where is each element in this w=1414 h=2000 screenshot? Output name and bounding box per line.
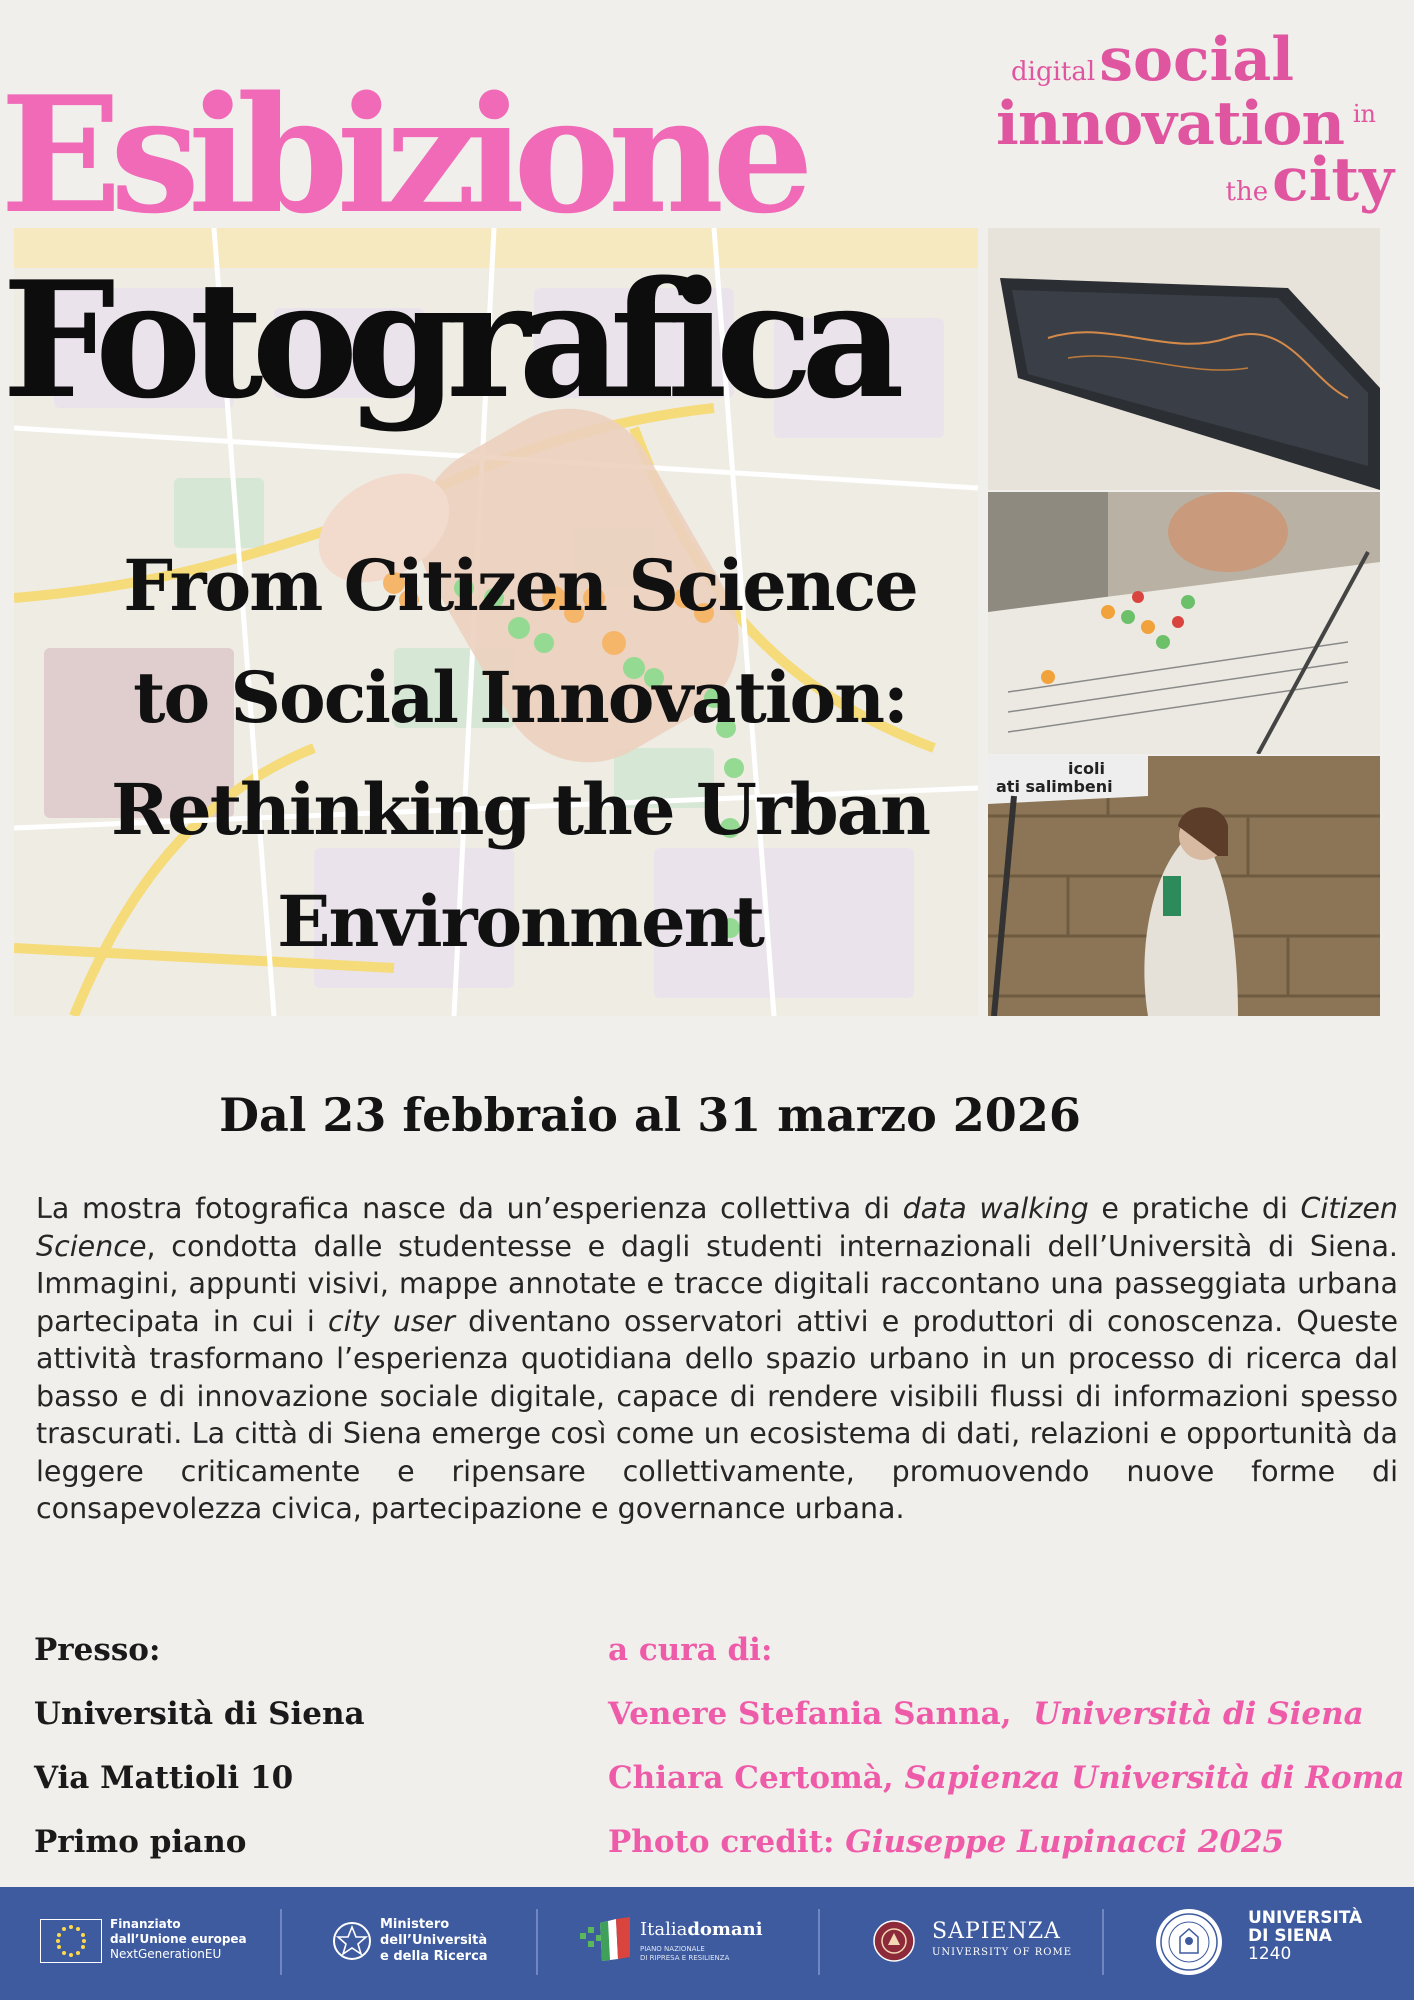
description-emphasis: city user: [328, 1304, 455, 1338]
footer-divider: [536, 1909, 538, 1975]
curators-info: [608, 1618, 1405, 1874]
curators-label: a cura di:: [608, 1632, 773, 1668]
logo-digital: digital: [1011, 57, 1096, 87]
funding-footer: [0, 1887, 1414, 2000]
street-sign-line-2: ati salimbeni: [996, 777, 1113, 796]
mur-logo: [330, 1907, 530, 1977]
footer-divider: [1102, 1909, 1104, 1975]
italia-text: Italia: [640, 1919, 688, 1940]
eu-flag-icon: [40, 1919, 102, 1963]
venue-line: Università di Siena: [34, 1696, 365, 1732]
sapienza-subtext: UNIVERSITY OF ROME: [932, 1947, 1073, 1958]
description-text: diventano osservatori attivi e produttori di conoscenza. Queste attività trasformano l’esperienza quotidiana dello spazio urbano in un processo di ricerca dal basso e di innovazione sociale digitale, capace di rendere visibili flussi di informazioni spesso trascurati. La città di Siena emerge così come un ecosistema di dati, relazioni e opportunità da leggere criticamente e ripensare collettivamente, promuovendo nuove forme di consapevolezza civica, partecipazione e governance urbana.: [36, 1304, 1398, 1525]
photo-credit-name: Giuseppe Lupinacci 2025: [845, 1824, 1285, 1860]
subtitle-line: From Citizen Science: [123, 544, 917, 627]
title-line-2: Fotografica: [2, 246, 893, 434]
mur-text: dell’Università: [380, 1933, 488, 1948]
logo-line-3: [1225, 145, 1395, 224]
eu-text: NextGenerationEU: [110, 1947, 222, 1961]
smartphone-map-photo: [988, 228, 1380, 490]
unisi-text: UNIVERSITÀ: [1248, 1908, 1363, 1928]
description-text: La mostra fotografica nasce da un’esperienza collettiva di: [36, 1192, 903, 1225]
venue-line: Primo piano: [34, 1824, 247, 1860]
curator-org: Università di Siena: [1033, 1696, 1364, 1732]
exhibition-dates: Dal 23 febbraio al 31 marzo 2026: [219, 1088, 1081, 1142]
curator-name: Venere Stefania Sanna,: [608, 1696, 1012, 1732]
venue-line: Via Mattioli 10: [34, 1760, 294, 1796]
domani-text: domani: [687, 1919, 763, 1940]
italia-subtext: PIANO NAZIONALE: [640, 1945, 705, 1953]
subtitle-line: Rethinking the Urban: [111, 768, 929, 851]
curator-org: Sapienza Università di Roma: [904, 1760, 1405, 1796]
curator-name: Chiara Certomà,: [608, 1760, 894, 1796]
subtitle-line: to Social Innovation:: [133, 656, 907, 739]
photo-credit: [608, 1810, 1405, 1874]
street-sign: [988, 760, 1113, 796]
logo-the: the: [1225, 177, 1269, 207]
logo-social: social: [1099, 25, 1294, 95]
notebook-stickers-photo: [988, 492, 1380, 754]
logo-innovation: innovation: [996, 89, 1344, 159]
description-emphasis: Citizen Science: [36, 1192, 1398, 1263]
sapienza-logo: [872, 1907, 1072, 1977]
photo-credit-label: Photo credit:: [608, 1824, 835, 1860]
digital-social-innovation-logo: [974, 25, 1394, 215]
description-text: , condotta dalle studentesse e dagli studenti internazionali dell’Università di Siena. Immagini, appunti visivi, mappe annotate e tracce digitali raccontano una passeggiata urbana partecipata in cui i: [36, 1229, 1398, 1338]
eu-logo: [40, 1907, 280, 1977]
subtitle-line: Environment: [277, 880, 763, 963]
smartphone-illustration: [988, 228, 1380, 490]
unisi-seal-icon: [1154, 1907, 1224, 1977]
curator-line: [608, 1746, 1405, 1810]
italia-subtext: DI RIPRESA E RESILIENZA: [640, 1954, 730, 1962]
logo-in: in: [1352, 100, 1376, 128]
eu-text: Finanziato: [110, 1917, 181, 1931]
description-text: e pratiche di: [1088, 1192, 1301, 1225]
exhibition-subtitle: [40, 530, 1000, 978]
eu-text: dall’Unione europea: [110, 1932, 247, 1946]
logo-city: city: [1272, 145, 1394, 215]
italia-domani-icon: [578, 1915, 634, 1965]
unisi-year: 1240: [1248, 1944, 1292, 1964]
title-line-1: Esibizione: [0, 61, 802, 249]
woman-street-sign-photo: [988, 756, 1380, 1016]
venue-label: Presso:: [34, 1632, 161, 1668]
unisi-logo: [1154, 1907, 1394, 1977]
mur-text: e della Ricerca: [380, 1949, 488, 1964]
mur-text: Ministero: [380, 1917, 450, 1932]
venue-info: [34, 1618, 365, 1874]
description-emphasis: data walking: [902, 1192, 1089, 1225]
sapienza-text: SAPIENZA: [932, 1919, 1061, 1944]
curator-line: [608, 1682, 1405, 1746]
footer-divider: [818, 1909, 820, 1975]
notebook-illustration: [988, 492, 1380, 754]
street-sign-line-1: icoli: [1068, 759, 1105, 778]
italia-domani-logo: [578, 1907, 808, 1977]
unisi-text: DI SIENA: [1248, 1926, 1332, 1946]
italian-emblem-icon: [330, 1919, 374, 1963]
sapienza-seal-icon: [872, 1919, 916, 1963]
exhibition-description: [36, 1190, 1398, 1528]
footer-divider: [280, 1909, 282, 1975]
